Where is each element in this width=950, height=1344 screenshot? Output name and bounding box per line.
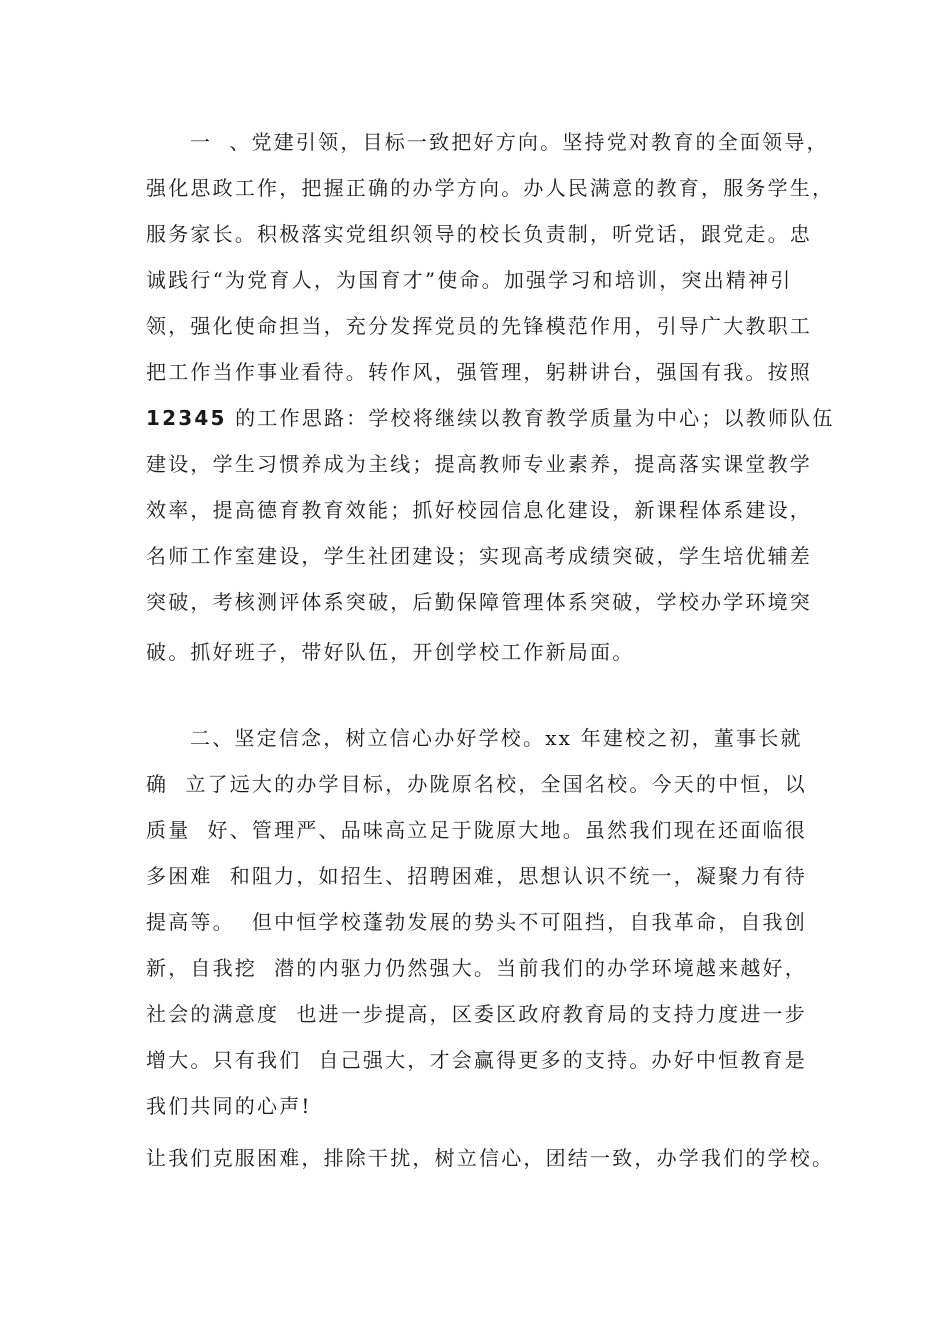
text-line: 增大。只有我们 自己强大，才会赢得更多的支持。办好中恒教育是 bbox=[146, 1048, 807, 1072]
text-line: 建设，学生习惯养成为主线；提高教师专业素养，提高落实课堂教学 bbox=[146, 452, 812, 476]
text-line: 新，自我挖 潜的内驱力仍然强大。当前我们的办学环境越来越好， bbox=[146, 956, 807, 980]
text-line: 破。抓好班子，带好队伍，开创学校工作新局面。 bbox=[146, 640, 635, 664]
text-line-continuation: 的工作思路：学校将继续以教育教学质量为中心；以教师队伍 bbox=[226, 406, 835, 430]
text-line: 名师工作室建设，学生社团建设；实现高考成绩突破，学生培优辅差 bbox=[146, 544, 812, 568]
text-line: 二、坚定信念，树立信心办好学校。xx 年建校之初，董事长就 bbox=[190, 726, 803, 750]
text-line: 突破，考核测评体系突破，后勤保障管理体系突破，学校办学环境突 bbox=[146, 590, 812, 614]
text-line: 把工作当作事业看待。转作风，强管理，躬耕讲台，强国有我。按照 bbox=[146, 360, 812, 384]
text-line bbox=[146, 406, 835, 430]
text-line: 一 、党建引领，目标一致把好方向。坚持党对教育的全面领导， bbox=[190, 130, 829, 154]
text-line: 质量 好、管理严、品味高立足于陇原大地。虽然我们现在还面临很 bbox=[146, 818, 807, 842]
closing-line: 让我们克服困难，排除干扰，树立信心，团结一致，办学我们的学校。 bbox=[146, 1146, 835, 1170]
text-line: 效率，提高德育教育效能；抓好校园信息化建设，新课程体系建设， bbox=[146, 498, 812, 522]
text-line: 诚践行“为党育人，为国育才”使命。加强学习和培训，突出精神引 bbox=[146, 268, 793, 292]
number-12345: 12345 bbox=[146, 406, 227, 430]
text-line: 我们共同的心声! bbox=[146, 1094, 312, 1118]
text-line: 领，强化使命担当，充分发挥党员的先锋模范作用，引导广大教职工 bbox=[146, 314, 812, 338]
text-line: 多困难 和阻力，如招生、招聘困难，思想认识不统一，凝聚力有待 bbox=[146, 864, 807, 888]
text-line: 强化思政工作，把握正确的办学方向。办人民满意的教育，服务学生， bbox=[146, 176, 835, 200]
text-line: 提高等。 但中恒学校蓬勃发展的势头不可阻挡，自我革命，自我创 bbox=[146, 910, 807, 934]
text-line: 服务家长。积极落实党组织领导的校长负责制，听党话，跟党走。忠 bbox=[146, 222, 812, 246]
text-line: 确 立了远大的办学目标，办陇原名校，全国名校。今天的中恒，以 bbox=[146, 772, 807, 796]
text-line: 社会的满意度 也进一步提高，区委区政府教育局的支持力度进一步 bbox=[146, 1002, 807, 1026]
